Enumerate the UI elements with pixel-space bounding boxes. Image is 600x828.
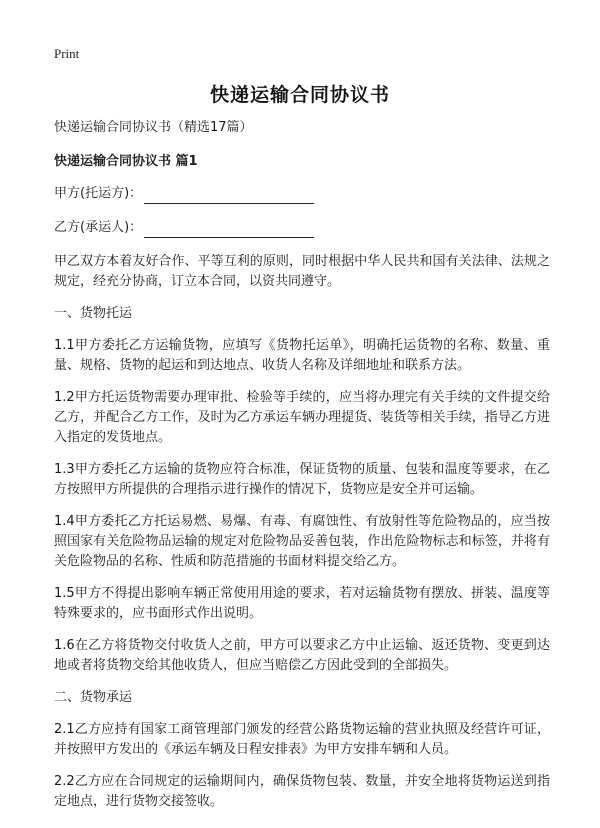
party-b-blank-line — [144, 222, 314, 238]
clause-2-1: 2.1乙方应持有国家工商管理部门颁发的经营公路货物运输的营业执照及经营许可证，并按照甲方发出的《承运车辆及日程安排表》为甲方安排车辆和人员。 — [54, 722, 550, 757]
document-body — [54, 118, 550, 824]
section-title: 快递运输合同协议书 篇1 — [54, 154, 198, 169]
heading-cargo-carriage: 二、货物承运 — [54, 690, 133, 705]
clause-1-5: 1.5甲方不得提出影响车辆正常使用用途的要求，若对运输货物有摆放、拼装、温度等特殊要求的，应书面形式作出说明。 — [54, 586, 550, 621]
party-a-field — [54, 184, 550, 204]
clause-2-2: 2.2乙方应在合同规定的运输期间内，确保货物包装、数量，并安全地将货物运送到指定地点，进行货物交接签收。 — [54, 774, 550, 809]
clause-1-3: 1.3甲方委托乙方运输的货物应符合标准，保证货物的质量、包装和温度等要求，在乙方按照甲方所提供的合理指示进行操作的情况下，货物应是安全并可运输。 — [54, 462, 550, 497]
clause-1-4: 1.4甲方委托乙方托运易燃、易爆、有毒、有腐蚀性、有放射性等危险物品的，应当按照国家有关危险物品运输的规定对危险物品妥善包装，作出危险物标志和标签，并将有关危险物品的名称、性质和防范措施的书面材料提交给乙方。 — [54, 514, 550, 569]
party-b-label: 乙方(承运人)： — [54, 220, 143, 235]
clause-1-2: 1.2甲方托运货物需要办理审批、检验等手续的，应当将办理完有关手续的文件提交给乙方，并配合乙方工作，及时为乙方承运车辆办理提货、装货等相关手续，指导乙方进入指定的发货地点。 — [54, 390, 550, 445]
intro-paragraph: 甲乙双方本着友好合作、平等互利的原则，同时根据中华人民共和国有关法律、法规之规定，经充分协商，订立本合同，以资共同遵守。 — [54, 254, 550, 289]
party-a-blank-line — [144, 188, 314, 204]
clause-1-6: 1.6在乙方将货物交付收货人之前，甲方可以要求乙方中止运输、返还货物、变更到达地或者将货物交给其他收货人，但应当赔偿乙方因此受到的全部损失。 — [54, 638, 550, 673]
print-link[interactable]: Print — [54, 46, 80, 61]
heading-cargo-consignment: 一、货物托运 — [54, 306, 133, 321]
document-subtitle: 快递运输合同协议书（精选17篇） — [54, 120, 253, 135]
party-b-field — [54, 218, 550, 238]
page-title: 快递运输合同协议书 — [209, 84, 390, 106]
clause-1-1: 1.1甲方委托乙方运输货物，应填写《货物托运单》，明确托运货物的名称、数量、重量、规格、货物的起运和到达地点、收货人名称及详细地址和联系方法。 — [54, 338, 550, 373]
party-a-label: 甲方(托运方)： — [54, 186, 143, 201]
